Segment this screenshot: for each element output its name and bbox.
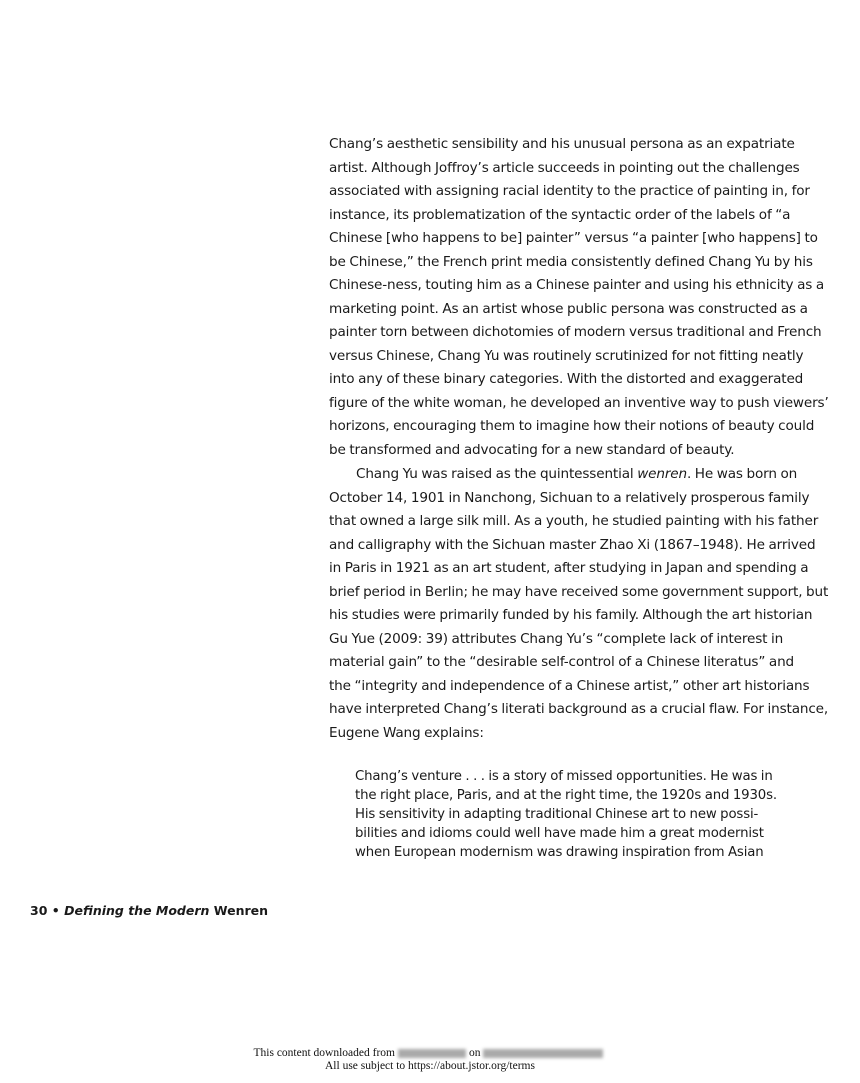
- jstor-notice: [0, 1047, 860, 1073]
- text-line: His sensitivity in adapting traditional Chinese art to new possi-: [355, 807, 759, 822]
- text-line: painter torn between dichotomies of modern versus traditional and French: [329, 324, 822, 340]
- text-line: that owned a large silk mill. As a youth, he studied painting with his father: [329, 513, 819, 529]
- text-line: brief period in Berlin; he may have received some government support, but: [329, 583, 829, 600]
- download-line: This content downloaded from on: [0, 1047, 860, 1060]
- text-line: figure of the white woman, he developed an inventive way to push viewers’: [329, 394, 829, 411]
- text-line: material gain” to the “desirable self-control of a Chinese literatus” and: [329, 654, 795, 670]
- text-line: artist. Although Joffroy’s article succeeds in pointing out the challenges: [329, 159, 800, 176]
- text-line: when European modernism was drawing inspiration from Asian: [355, 845, 764, 860]
- text-line: be Chinese,” the French print media consistently defined Chang Yu by his: [329, 253, 813, 270]
- text-line: Eugene Wang explains:: [329, 724, 484, 741]
- running-title-italic: Defining the Modern: [64, 903, 210, 918]
- text-line: marketing point. As an artist whose public persona was constructed as a: [329, 300, 808, 317]
- text-line: October 14, 1901 in Nanchong, Sichuan to a relatively prosperous family: [329, 489, 810, 506]
- text-line: Chinese-ness, touting him as a Chinese painter and using his ethnicity as a: [329, 277, 825, 293]
- page-footer: [30, 903, 268, 918]
- paragraph-2: [329, 463, 829, 745]
- text-line: the right place, Paris, and at the right time, the 1920s and 1930s.: [355, 788, 777, 803]
- text-line: have interpreted Chang’s literati background as a crucial flaw. For instance,: [329, 701, 829, 717]
- text-line: Chang’s aesthetic sensibility and his unusual persona as an expatriate: [329, 136, 795, 152]
- terms-line[interactable]: All use subject to https://about.jstor.org/terms: [325, 1060, 535, 1072]
- text-line: into any of these binary categories. With the distorted and exaggerated: [329, 371, 804, 387]
- text-line: and calligraphy with the Sichuan master Zhao Xi (1867–1948). He arrived: [329, 536, 816, 553]
- text-line: bilities and idioms could well have made him a great modernist: [355, 826, 764, 841]
- text-line: horizons, encouraging them to imagine how their notions of beauty could: [329, 418, 815, 434]
- redacted-ip: [398, 1049, 466, 1058]
- paragraph-1: [329, 133, 829, 462]
- text-line: associated with assigning racial identity to the practice of painting in, for: [329, 183, 810, 199]
- text-line: Chang’s venture . . . is a story of missed opportunities. He was in: [355, 769, 773, 784]
- text-line: versus Chinese, Chang Yu was routinely scrutinized for not fitting neatly: [329, 347, 804, 364]
- text-line: instance, its problematization of the syntactic order of the labels of “a: [329, 206, 791, 223]
- block-quote: [355, 767, 777, 862]
- text-line: in Paris in 1921 as an art student, after studying in Japan and spending a: [329, 560, 809, 576]
- redacted-timestamp: [483, 1049, 603, 1058]
- text-line: his studies were primarily funded by his family. Although the art historian: [329, 607, 813, 623]
- running-title-plain: Wenren: [213, 903, 269, 918]
- separator-bullet: •: [51, 903, 60, 918]
- text-line: the “integrity and independence of a Chinese artist,” other art historians: [329, 677, 810, 694]
- page-number: 30: [30, 903, 48, 918]
- text-line: Chang Yu was raised as the quintessential wenren. He was born on: [356, 466, 798, 482]
- text-line: be transformed and advocating for a new standard of beauty.: [329, 441, 735, 458]
- text-line: Gu Yue (2009: 39) attributes Chang Yu’s “complete lack of interest in: [329, 630, 784, 647]
- text-line: Chinese [who happens to be] painter” versus “a painter [who happens] to: [329, 230, 818, 246]
